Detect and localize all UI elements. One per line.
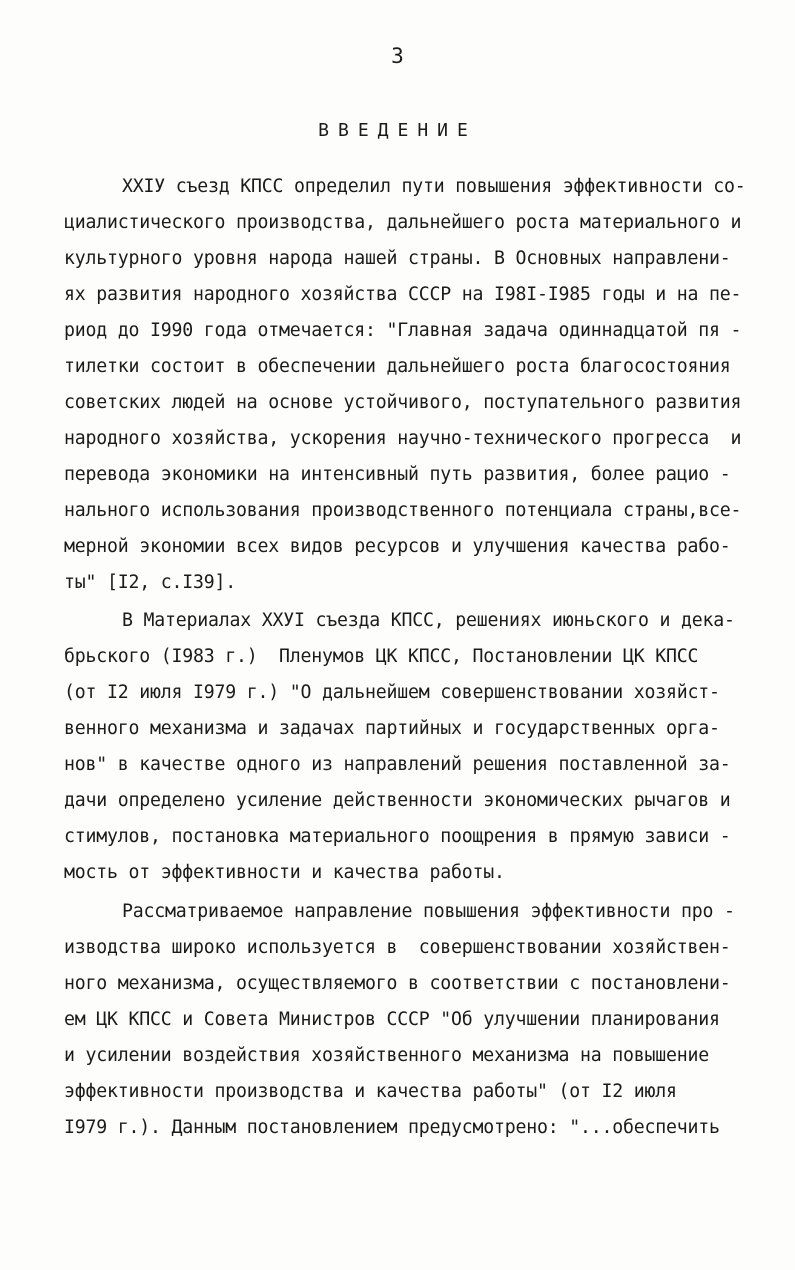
text-line: дачи определено усиление действенности экономических рычагов и	[64, 790, 731, 811]
text-line: эффективности производства и качества работы" (от I2 июля	[64, 1081, 677, 1102]
text-line: венного механизма и задачах партийных и государственных орга-	[64, 718, 720, 739]
section-heading: ВВЕДЕНИЕ	[318, 120, 477, 141]
text-line: циалистического производства, дальнейшего роста материального и	[64, 212, 742, 233]
text-line: I979 г.). Данным постановлением предусмотрено: "...обеспечить	[64, 1117, 720, 1138]
text-line: и усилении воздействия хозяйственного механизма на повышение	[64, 1045, 709, 1066]
text-line: В Материалах XXУI съезда КПСС, решениях июньского и дека-	[122, 610, 735, 631]
text-line: нального использования производственного потенциала страны,все-	[64, 500, 742, 521]
text-line: мость от эффективности и качества работы.	[64, 862, 505, 883]
text-line: мерной экономии всех видов ресурсов и улучшения качества рабо-	[64, 536, 731, 557]
text-line: советских людей на основе устойчивого, поступательного развития	[64, 392, 742, 413]
text-line: нов" в качестве одного из направлений решения поставленной за-	[64, 754, 731, 775]
page-number: 3	[391, 44, 404, 68]
text-line: (от I2 июля I979 г.) "О дальнейшем совершенствовании хозяйст-	[64, 682, 720, 703]
text-line: тилетки состоит в обеспечении дальнейшего роста благосостояния	[64, 356, 731, 377]
text-line: ного механизма, осуществляемого в соответствии с постановлени-	[64, 973, 731, 994]
text-line: стимулов, постановка материального поощрения в прямую зависи -	[64, 826, 731, 847]
text-line: Рассматриваемое направление повышения эффективности про -	[122, 901, 735, 922]
text-line: перевода экономики на интенсивный путь развития, более рацио -	[64, 464, 731, 485]
text-line: риод до I990 года отмечается: "Главная задача одиннадцатой пя -	[64, 320, 742, 341]
text-line: ты" [I2, с.I39].	[64, 572, 236, 593]
text-line: XXIУ съезд КПСС определил пути повышения эффективности со-	[122, 176, 746, 197]
text-line: ем ЦК КПСС и Совета Министров СССР "Об улучшении планирования	[64, 1009, 720, 1030]
text-line: изводства широко используется в совершенствовании хозяйствен-	[64, 937, 731, 958]
text-line: народного хозяйства, ускорения научно-технического прогресса и	[64, 428, 742, 449]
text-line: культурного уровня народа нашей страны. В Основных направлени-	[64, 248, 731, 269]
text-line: брьского (I983 г.) Пленумов ЦК КПСС, Постановлении ЦК КПСС	[64, 646, 699, 667]
text-line: ях развития народного хозяйства СССР на I98I-I985 годы и на пе-	[64, 284, 742, 305]
